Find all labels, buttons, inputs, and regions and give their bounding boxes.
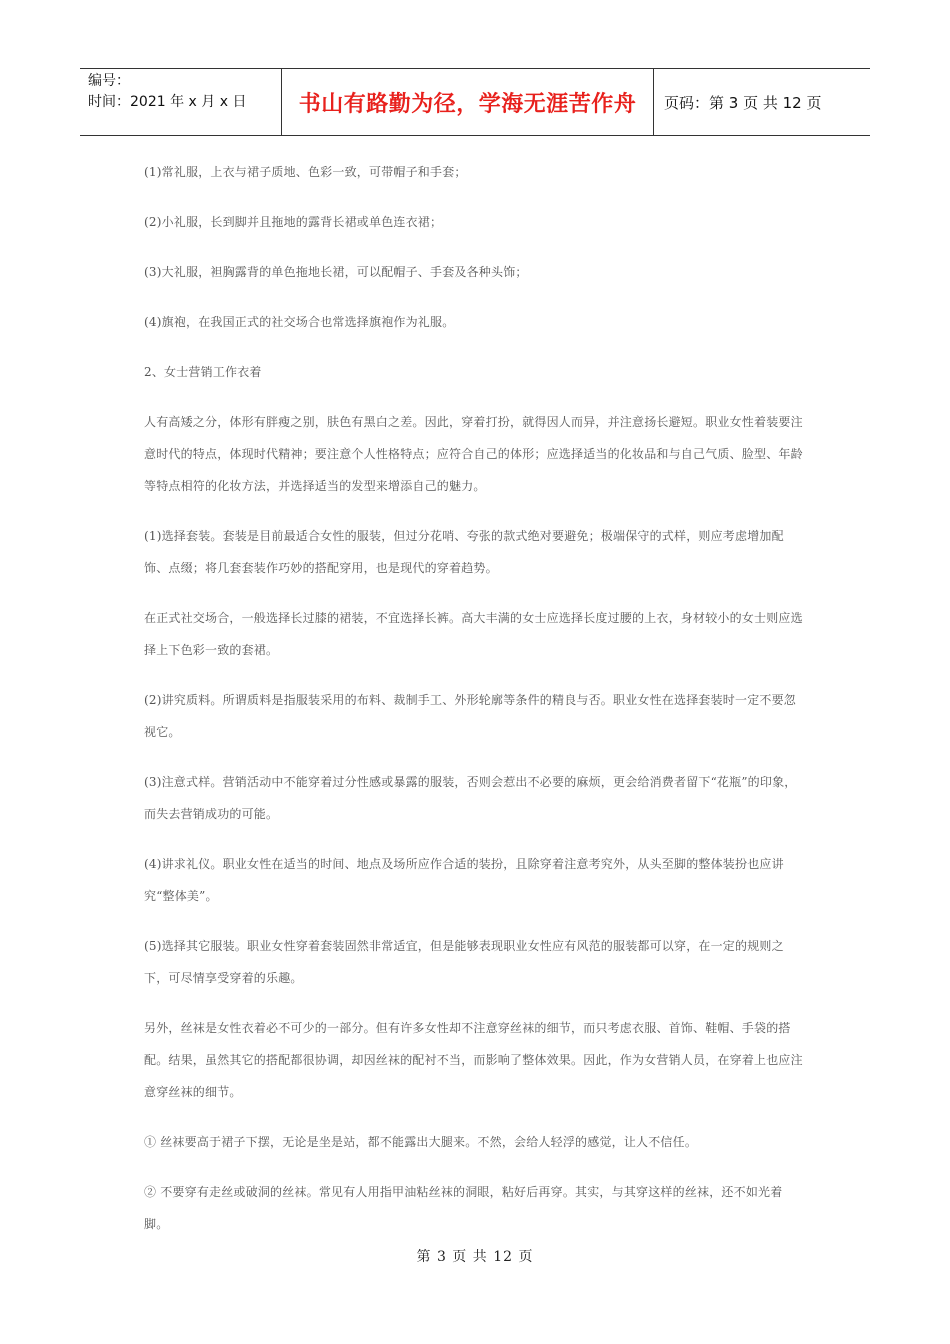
document-body	[144, 156, 806, 1258]
paragraph: (1)选择套装。套装是目前最适合女性的服装，但过分花哨、夸张的款式绝对要避免；极端保守的式样，则应考虑增加配饰、点缀；将几套套装作巧妙的搭配穿用，也是现代的穿着趋势。	[144, 529, 784, 575]
paragraph: (3)大礼服，袒胸露背的单色拖地长裙，可以配帽子、手套及各种头饰；	[144, 265, 528, 279]
list-item: ① 丝袜要高于裙子下摆，无论是坐是站，都不能露出大腿来。不然，会给人轻浮的感觉，让人不信任。	[144, 1135, 698, 1149]
paragraph: 人有高矮之分，体形有胖瘦之别，肤色有黑白之差。因此，穿着打扮，就得因人而异，并注意扬长避短。职业女性着装要注意时代的特点，体现时代精神；要注意个人性格特点；应符合自己的体形；应选择适当的化妆品和与自己气质、脸型、年龄等特点相符的化妆方法，并选择适当的发型来增添自己的魅力。	[144, 415, 803, 493]
header-meta	[80, 69, 282, 135]
paragraph: 另外，丝袜是女性衣着必不可少的一部分。但有许多女性却不注意穿丝袜的细节，而只考虑衣服、首饰、鞋帽、手袋的搭配。结果，虽然其它的搭配都很协调，却因丝袜的配衬不当，而影响了整体效果。因此，作为女营销人员，在穿着上也应注意穿丝袜的细节。	[144, 1021, 803, 1099]
doc-number-label: 编号：	[88, 73, 130, 89]
page-footer: 第 3 页 共 12 页	[416, 1249, 534, 1265]
paragraph: (2)小礼服，长到脚并且拖地的露背长裙或单色连衣裙；	[144, 215, 443, 229]
paragraph: (5)选择其它服装。职业女性穿着套装固然非常适宜，但是能够表现职业女性应有风范的服装都可以穿，在一定的规则之下，可尽情享受穿着的乐趣。	[144, 939, 784, 985]
header-page-info: 页码：第 3 页 共 12 页	[664, 93, 822, 112]
page-header	[80, 68, 870, 136]
paragraph: (3)注意式样。营销活动中不能穿着过分性感或暴露的服装，否则会惹出不必要的麻烦，更会给消费者留下“花瓶”的印象，而失去营销成功的可能。	[144, 775, 797, 821]
paragraph: 在正式社交场合，一般选择长过膝的裙装，不宜选择长裤。高大丰满的女士应选择长度过腰的上衣，身材较小的女士则应选择上下色彩一致的套裙。	[144, 611, 803, 657]
paragraph: (4)讲求礼仪。职业女性在适当的时间、地点及场所应作合适的装扮，且除穿着注意考究外，从头至脚的整体装扮也应讲究“整体美”。	[144, 857, 784, 903]
list-item: ② 不要穿有走丝或破洞的丝袜。常见有人用指甲油粘丝袜的洞眼，粘好后再穿。其实，与其穿这样的丝袜，还不如光着脚。	[144, 1185, 783, 1231]
section-heading: 2、女士营销工作衣着	[144, 365, 262, 379]
paragraph: (2)讲究质料。所谓质料是指服装采用的布料、裁制手工、外形轮廓等条件的精良与否。职业女性在选择套装时一定不要忽视它。	[144, 693, 797, 739]
paragraph: (1)常礼服，上衣与裙子质地、色彩一致，可带帽子和手套；	[144, 165, 467, 179]
paragraph: (4)旗袍，在我国正式的社交场合也常选择旗袍作为礼服。	[144, 315, 455, 329]
doc-date: 时间：2021 年 x 月 x 日	[88, 94, 247, 110]
header-motto: 书山有路勤为径，学海无涯苦作舟	[282, 69, 654, 135]
